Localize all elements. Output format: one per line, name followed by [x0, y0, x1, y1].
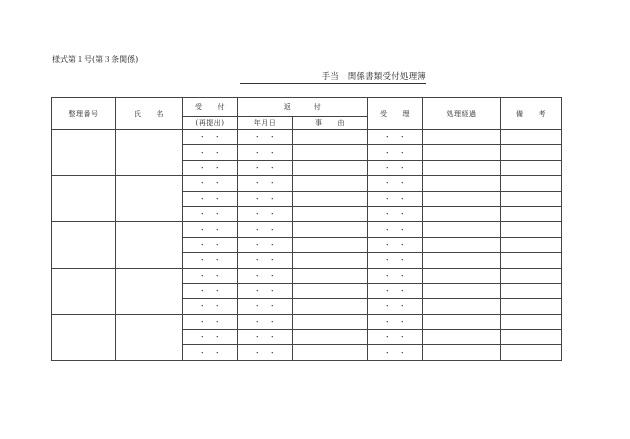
biko-cell[interactable]: [501, 130, 562, 145]
henpu-reason-cell[interactable]: [293, 268, 368, 283]
biko-cell[interactable]: [501, 268, 562, 283]
biko-cell[interactable]: [501, 283, 562, 298]
henpu-reason-cell[interactable]: [293, 191, 368, 206]
shori-keika-cell[interactable]: [423, 191, 501, 206]
shori-keika-cell[interactable]: [423, 206, 501, 221]
header-juri: 受 理: [368, 98, 423, 130]
uketsuke-date-cell[interactable]: ・ ・: [183, 206, 238, 221]
henpu-date-cell[interactable]: ・ ・: [238, 330, 293, 345]
henpu-reason-cell[interactable]: [293, 314, 368, 329]
henpu-reason-cell[interactable]: [293, 253, 368, 268]
henpu-reason-cell[interactable]: [293, 222, 368, 237]
henpu-reason-cell[interactable]: [293, 345, 368, 360]
henpu-reason-cell[interactable]: [293, 130, 368, 145]
header-henpu: 返 付: [238, 98, 368, 117]
shori-keika-cell[interactable]: [423, 253, 501, 268]
henpu-date-cell[interactable]: ・ ・: [238, 253, 293, 268]
seiri-bango-cell[interactable]: [52, 176, 116, 222]
henpu-reason-cell[interactable]: [293, 160, 368, 175]
biko-cell[interactable]: [501, 345, 562, 360]
shori-keika-cell[interactable]: [423, 330, 501, 345]
henpu-reason-cell[interactable]: [293, 176, 368, 191]
henpu-date-cell[interactable]: ・ ・: [238, 268, 293, 283]
henpu-reason-cell[interactable]: [293, 237, 368, 252]
henpu-reason-cell[interactable]: [293, 283, 368, 298]
juri-date-cell[interactable]: ・ ・: [368, 268, 423, 283]
juri-date-cell[interactable]: ・ ・: [368, 237, 423, 252]
header-shori-keika: 処理経過: [423, 98, 501, 130]
henpu-reason-cell[interactable]: [293, 330, 368, 345]
shori-keika-cell[interactable]: [423, 283, 501, 298]
uketsuke-date-cell[interactable]: ・ ・: [183, 176, 238, 191]
juri-date-cell[interactable]: ・ ・: [368, 345, 423, 360]
seiri-bango-cell[interactable]: [52, 130, 116, 176]
uketsuke-date-cell[interactable]: ・ ・: [183, 268, 238, 283]
shimei-cell[interactable]: [116, 222, 183, 268]
form-number: 様式第１号(第３条関係): [52, 55, 139, 64]
uketsuke-date-cell[interactable]: ・ ・: [183, 160, 238, 175]
table-row: [52, 222, 562, 237]
henpu-date-cell[interactable]: ・ ・: [238, 191, 293, 206]
juri-date-cell[interactable]: ・ ・: [368, 314, 423, 329]
uketsuke-date-cell[interactable]: ・ ・: [183, 299, 238, 314]
biko-cell[interactable]: [501, 191, 562, 206]
seiri-bango-cell[interactable]: [52, 268, 116, 314]
biko-cell[interactable]: [501, 145, 562, 160]
juri-date-cell[interactable]: ・ ・: [368, 253, 423, 268]
henpu-date-cell[interactable]: ・ ・: [238, 160, 293, 175]
shori-keika-cell[interactable]: [423, 160, 501, 175]
uketsuke-date-cell[interactable]: ・ ・: [183, 253, 238, 268]
shori-keika-cell[interactable]: [423, 237, 501, 252]
shimei-cell[interactable]: [116, 268, 183, 314]
biko-cell[interactable]: [501, 330, 562, 345]
header-henpu-date: 年月日: [238, 117, 293, 130]
biko-cell[interactable]: [501, 222, 562, 237]
henpu-reason-cell[interactable]: [293, 206, 368, 221]
table-row: [52, 314, 562, 329]
juri-date-cell[interactable]: ・ ・: [368, 330, 423, 345]
uketsuke-date-cell[interactable]: ・ ・: [183, 283, 238, 298]
header-uketsuke-resubmission: (再提出): [183, 117, 238, 130]
henpu-date-cell[interactable]: ・ ・: [238, 130, 293, 145]
henpu-date-cell[interactable]: ・ ・: [238, 283, 293, 298]
biko-cell[interactable]: [501, 299, 562, 314]
shori-keika-cell[interactable]: [423, 176, 501, 191]
uketsuke-date-cell[interactable]: ・ ・: [183, 130, 238, 145]
henpu-date-cell[interactable]: ・ ・: [238, 222, 293, 237]
header-seiri-bango: 整理番号: [52, 98, 116, 130]
uketsuke-date-cell[interactable]: ・ ・: [183, 345, 238, 360]
shori-keika-cell[interactable]: [423, 268, 501, 283]
biko-cell[interactable]: [501, 160, 562, 175]
uketsuke-date-cell[interactable]: ・ ・: [183, 330, 238, 345]
uketsuke-date-cell[interactable]: ・ ・: [183, 314, 238, 329]
juri-date-cell[interactable]: ・ ・: [368, 145, 423, 160]
juri-date-cell[interactable]: ・ ・: [368, 160, 423, 175]
juri-date-cell[interactable]: ・ ・: [368, 130, 423, 145]
henpu-reason-cell[interactable]: [293, 145, 368, 160]
shori-keika-cell[interactable]: [423, 299, 501, 314]
juri-date-cell[interactable]: ・ ・: [368, 206, 423, 221]
henpu-date-cell[interactable]: ・ ・: [238, 145, 293, 160]
biko-cell[interactable]: [501, 237, 562, 252]
header-uketsuke: 受 付: [183, 98, 238, 117]
uketsuke-date-cell[interactable]: ・ ・: [183, 145, 238, 160]
henpu-date-cell[interactable]: ・ ・: [238, 299, 293, 314]
header-biko: 備 考: [501, 98, 562, 130]
henpu-date-cell[interactable]: ・ ・: [238, 206, 293, 221]
header-shimei: 氏 名: [116, 98, 183, 130]
seiri-bango-cell[interactable]: [52, 314, 116, 360]
juri-date-cell[interactable]: ・ ・: [368, 299, 423, 314]
shori-keika-cell[interactable]: [423, 222, 501, 237]
biko-cell[interactable]: [501, 206, 562, 221]
juri-date-cell[interactable]: ・ ・: [368, 176, 423, 191]
uketsuke-date-cell[interactable]: ・ ・: [183, 191, 238, 206]
shori-keika-cell[interactable]: [423, 130, 501, 145]
henpu-date-cell[interactable]: ・ ・: [238, 237, 293, 252]
shori-keika-cell[interactable]: [423, 345, 501, 360]
shori-keika-cell[interactable]: [423, 314, 501, 329]
henpu-date-cell[interactable]: ・ ・: [238, 176, 293, 191]
henpu-date-cell[interactable]: ・ ・: [238, 314, 293, 329]
document-title: 手当 関係書類受付処理簿: [240, 70, 426, 84]
juri-date-cell[interactable]: ・ ・: [368, 283, 423, 298]
henpu-reason-cell[interactable]: [293, 299, 368, 314]
juri-date-cell[interactable]: ・ ・: [368, 222, 423, 237]
henpu-date-cell[interactable]: ・ ・: [238, 345, 293, 360]
register-body: [52, 130, 562, 361]
biko-cell[interactable]: [501, 176, 562, 191]
shimei-cell[interactable]: [116, 176, 183, 222]
header-henpu-reason: 事 由: [293, 117, 368, 130]
shimei-cell[interactable]: [116, 130, 183, 176]
shori-keika-cell[interactable]: [423, 145, 501, 160]
uketsuke-date-cell[interactable]: ・ ・: [183, 237, 238, 252]
table-row: [52, 130, 562, 145]
uketsuke-date-cell[interactable]: ・ ・: [183, 222, 238, 237]
juri-date-cell[interactable]: ・ ・: [368, 191, 423, 206]
seiri-bango-cell[interactable]: [52, 222, 116, 268]
table-row: [52, 268, 562, 283]
table-row: [52, 176, 562, 191]
shimei-cell[interactable]: [116, 314, 183, 360]
biko-cell[interactable]: [501, 314, 562, 329]
biko-cell[interactable]: [501, 253, 562, 268]
register-table: [51, 97, 562, 361]
